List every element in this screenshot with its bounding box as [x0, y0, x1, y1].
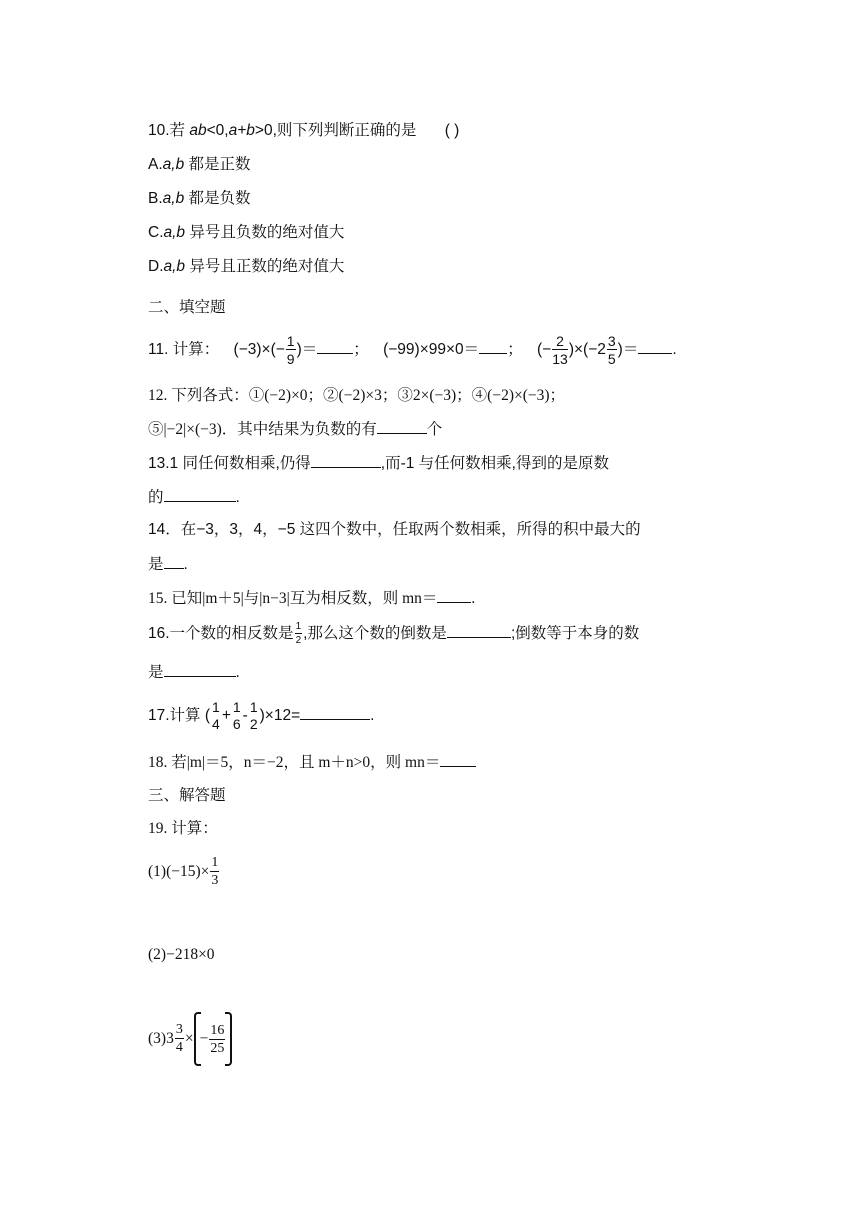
answer-blank — [164, 487, 236, 502]
q14-line1: 14．在−3，3，4，−5 这四个数中，任取两个数相乘，所得的积中最大的 — [148, 521, 641, 538]
fraction: $\frac{1}{2}$ — [295, 621, 302, 646]
answer-blank — [317, 339, 353, 354]
answer-paren: ( ) — [444, 122, 460, 139]
q19-label: 19. 计算： — [148, 820, 218, 837]
q12-line1: 12. 下列各式：①(−2)×0；②(−2)×3；③2×(−3)；④(−2)×(−3)； — [148, 387, 566, 404]
fraction: $\frac{16}{25}$ — [210, 1022, 225, 1056]
fraction: $\frac{3}{4}$ — [175, 1022, 183, 1056]
answer-blank — [164, 554, 184, 569]
section-title-fill-in: 二、填空题 — [148, 299, 226, 316]
answer-blank — [440, 752, 476, 767]
q14-line2: 是 . — [148, 556, 188, 573]
answer-blank — [638, 339, 672, 354]
q11: 11. 计算： (−3)×(− $\frac{1}{9}$ )＝ ； (−99)×99×0＝ ； (− $\frac{2}{13}$ )×(−2 $\frac{3}{5}$ )＝ . — [148, 332, 677, 367]
bracketed-fraction: − $\frac{16}{25}$ — [194, 1014, 233, 1064]
answer-blank — [437, 588, 471, 603]
q10-option-a: A.a,b 都是正数 — [148, 156, 251, 173]
fraction: $\frac{2}{13}$ — [552, 332, 568, 367]
answer-blank — [377, 419, 427, 434]
q10-option-b: B.a,b 都是负数 — [148, 190, 251, 207]
q16-line1: 16.一个数的相反数是 $\frac{1}{2}$ ,那么这个数的倒数是 ;倒数等于本身的数 — [148, 621, 640, 646]
q15: 15. 已知|m＋5|与|n−3|互为相反数，则 mn＝ . — [148, 590, 476, 607]
q19-part1: (1)(−15)× $\frac{1}{3}$ — [148, 855, 219, 889]
q18: 18. 若|m|＝5，n＝−2，且 m＋n>0，则 mn＝ — [148, 752, 476, 773]
answer-blank — [311, 453, 381, 468]
q10-stem: 10.若 ab<0,a+b>0,则下列判断正确的是 ( ) — [148, 122, 460, 139]
q13-line2: 的 . — [148, 489, 240, 506]
q19-part2: (2)−218×0 — [148, 946, 215, 963]
q10-option-d: D.a,b 异号且正数的绝对值大 — [148, 258, 345, 275]
fraction: $\frac{1}{9}$ — [286, 332, 295, 367]
q16-line2: 是 . — [148, 664, 240, 681]
fraction: 1 4 — [212, 699, 220, 733]
fraction: 1 2 — [249, 699, 258, 733]
q12-line2: ⑤|−2|×(−3)．其中结果为负数的有 个 — [148, 421, 443, 438]
q13-line1: 13.1 同任何数相乘,仍得 ,而-1 与任何数相乘,得到的是原数 — [148, 455, 609, 472]
q17: 17.计算 ( 1 4 + 1 6 - 1 2 )×12= . — [148, 699, 375, 733]
fraction: $\frac{1}{3}$ — [211, 855, 219, 889]
fraction: $\frac{3}{5}$ — [607, 332, 616, 367]
q10-option-c: C.a,b 异号且负数的绝对值大 — [148, 224, 345, 241]
answer-blank — [164, 662, 236, 677]
section-title-answer: 三、解答题 — [148, 787, 226, 804]
q19-part3: (3)3 $\frac{3}{4}$ × − $\frac{16}{25}$ — [148, 1014, 232, 1064]
answer-blank — [479, 339, 507, 354]
fraction: 1 6 — [232, 699, 241, 733]
answer-blank — [447, 623, 511, 638]
answer-blank — [300, 705, 370, 720]
